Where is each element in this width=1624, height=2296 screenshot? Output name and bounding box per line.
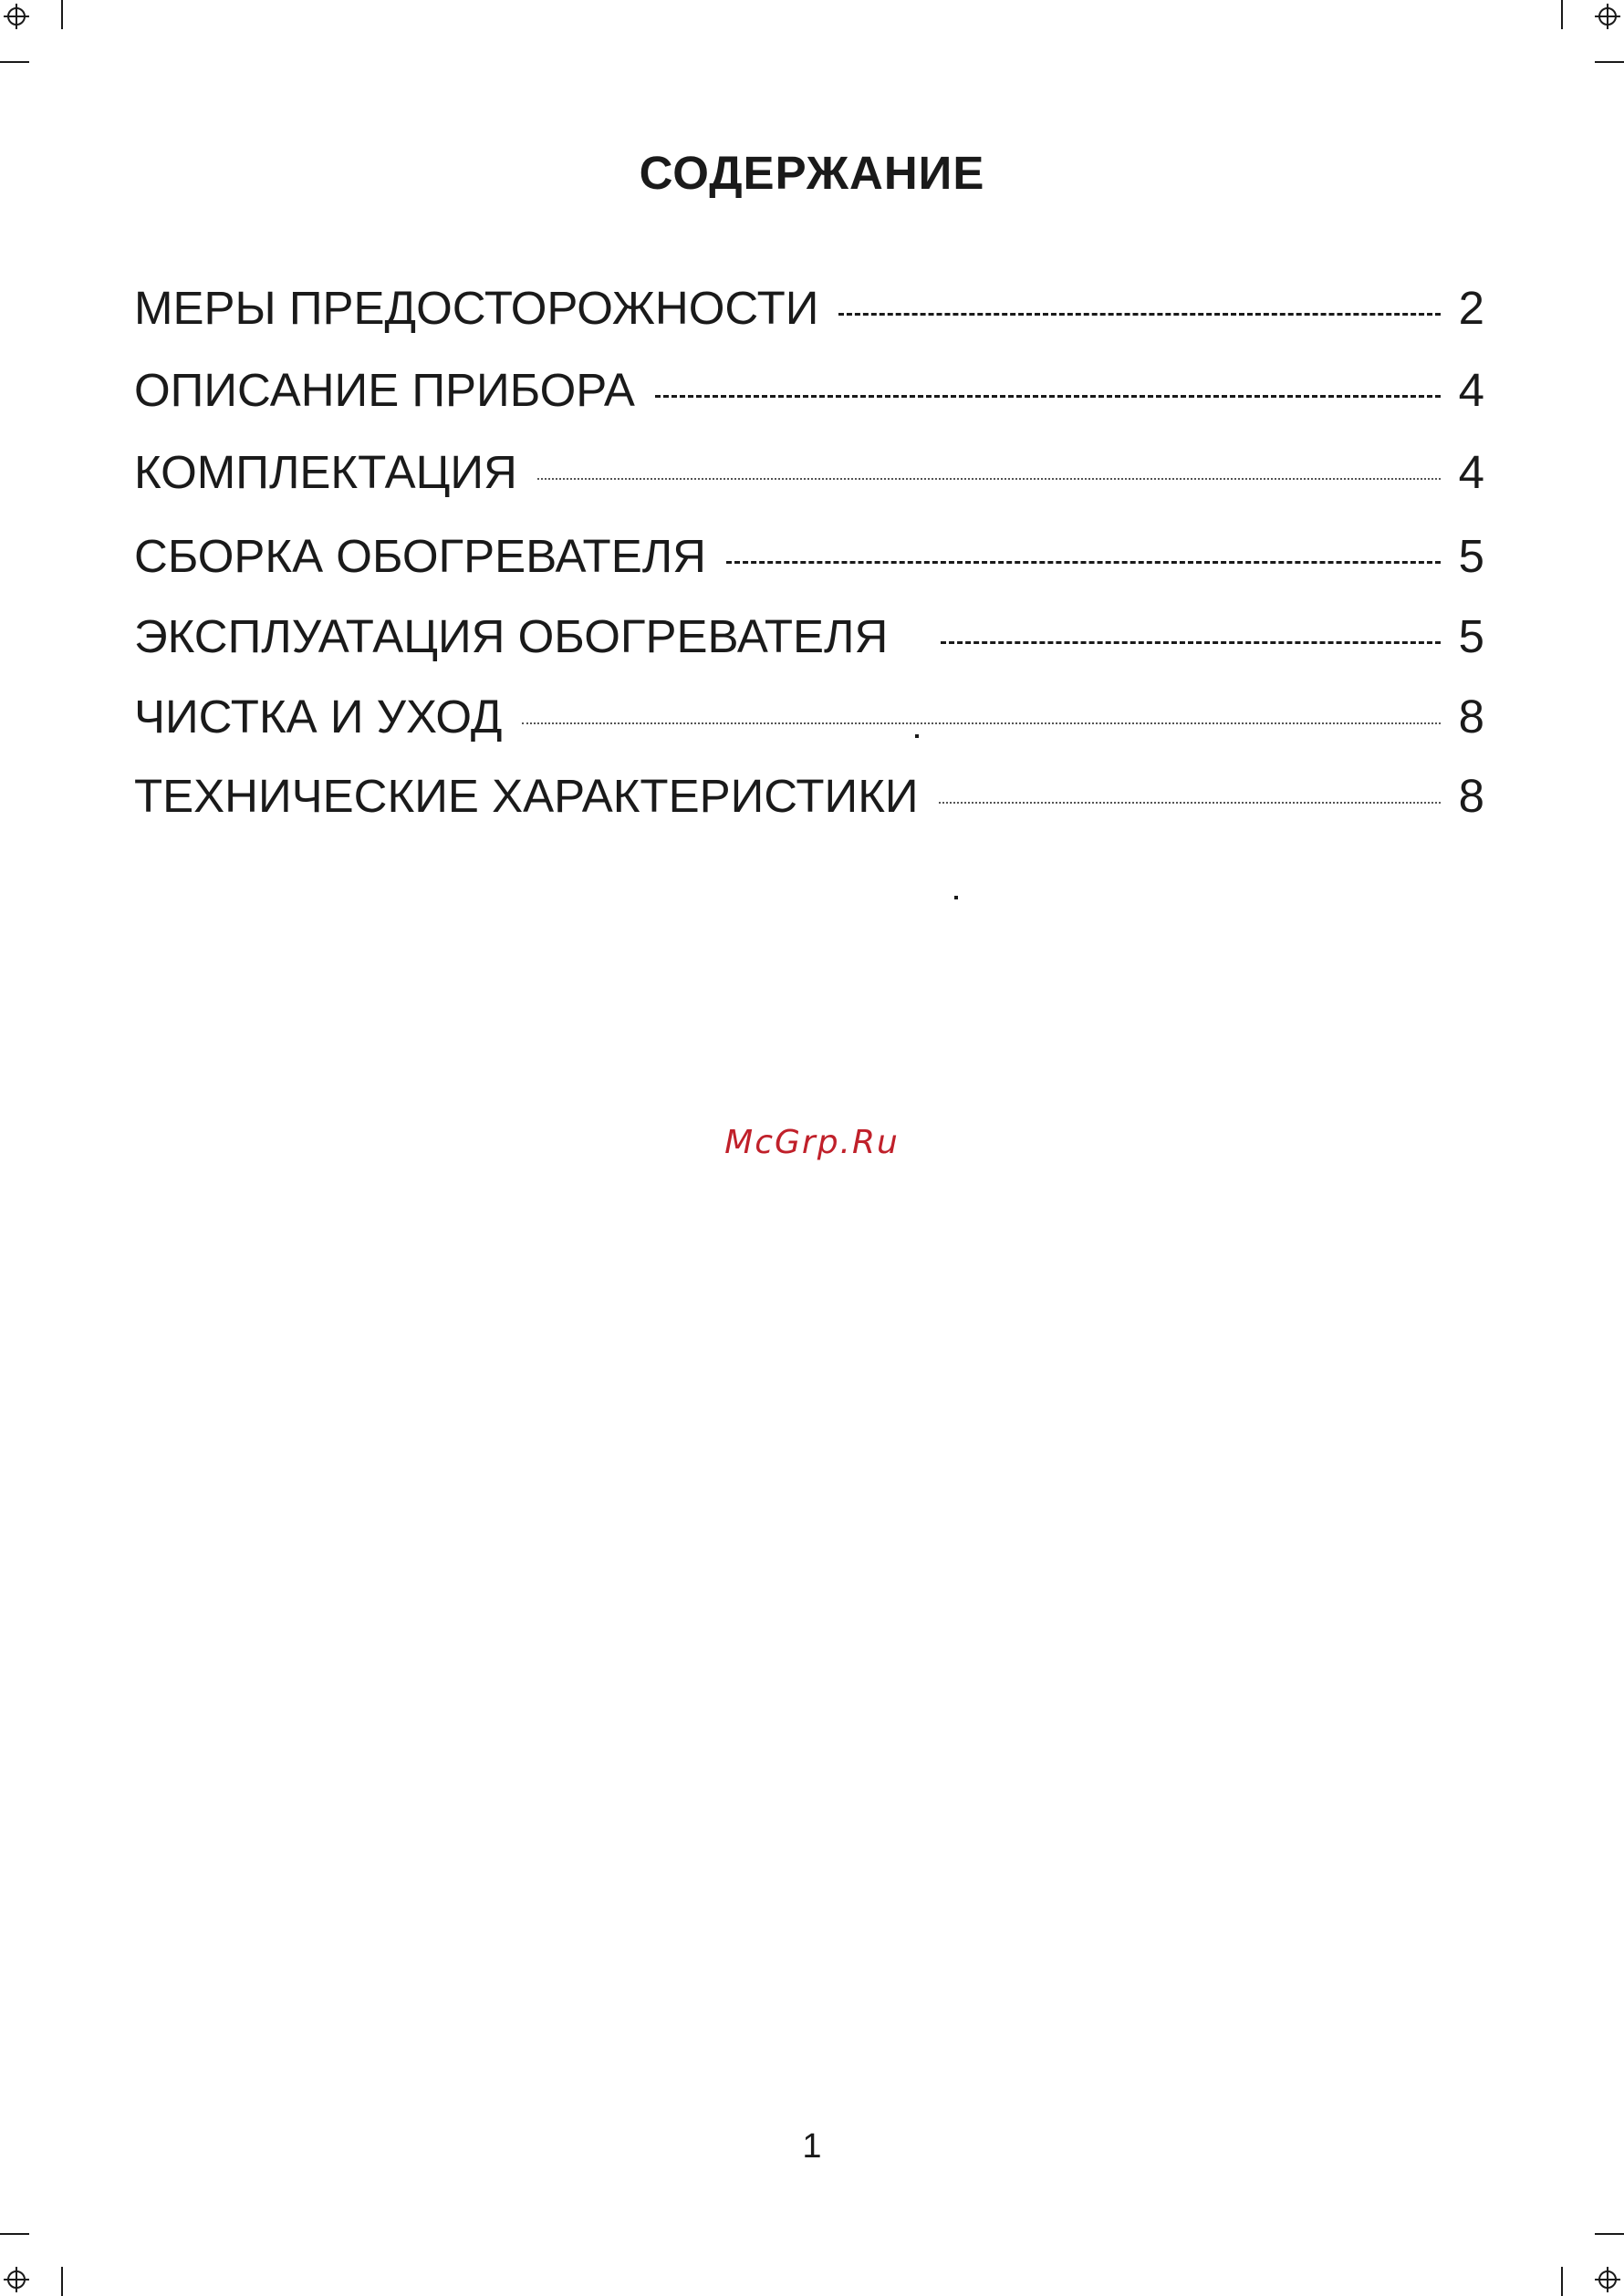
toc-entry-label: ТЕХНИЧЕСКИЕ ХАРАКТЕРИСТИКИ <box>134 770 919 822</box>
registration-crosshair-icon <box>0 2223 73 2296</box>
toc-entry-label: СБОРКА ОБОГРЕВАТЕЛЯ <box>134 530 707 582</box>
toc-leader-dotted <box>939 802 1441 804</box>
toc-entry-page: 2 <box>1458 282 1484 334</box>
toc-entry-label: ОПИСАНИЕ ПРИБОРА <box>134 364 635 416</box>
toc-entry <box>134 760 1484 824</box>
toc-entry-label: МЕРЫ ПРЕДОСТОРОЖНОСТИ <box>134 282 819 334</box>
toc-leader-dashed <box>655 395 1441 398</box>
toc-leader-dotted <box>522 722 1441 724</box>
toc-entry <box>134 520 1484 584</box>
toc-entry-label: КОМПЛЕКТАЦИЯ <box>134 446 517 498</box>
toc-entry <box>134 272 1484 336</box>
page-title: СОДЕРЖАНИЕ <box>639 147 985 199</box>
toc-entry-label: ЭКСПЛУАТАЦИЯ ОБОГРЕВАТЕЛЯ <box>134 610 889 662</box>
crop-mark-bottom-right <box>1551 2223 1624 2296</box>
crop-mark-bottom-left <box>0 2223 73 2296</box>
print-speck <box>954 896 958 899</box>
toc-entry <box>134 436 1484 500</box>
toc-entry-label: ЧИСТКА И УХОД <box>134 691 503 743</box>
toc-entry-page: 8 <box>1458 691 1484 743</box>
toc-entry-page: 4 <box>1458 446 1484 498</box>
crop-mark-top-right <box>1551 0 1624 73</box>
toc-entry-page: 5 <box>1458 610 1484 662</box>
toc-entry <box>134 680 1484 744</box>
toc-entry-page: 5 <box>1458 530 1484 582</box>
page-number: 1 <box>802 2127 822 2166</box>
toc-leader-dashed <box>941 641 1441 644</box>
toc-leader-dotted <box>537 478 1441 480</box>
toc-entry <box>134 600 1484 664</box>
print-speck <box>915 734 919 738</box>
toc-entry-page: 8 <box>1458 770 1484 822</box>
toc-leader-dashed <box>726 561 1441 564</box>
registration-crosshair-icon <box>0 0 73 73</box>
crop-mark-top-left <box>0 0 73 73</box>
registration-crosshair-icon <box>1551 2223 1624 2296</box>
toc-entry-page: 4 <box>1458 364 1484 416</box>
toc-leader-dashed <box>838 313 1441 316</box>
watermark: McGrp.Ru <box>724 1124 900 1161</box>
toc-entry <box>134 354 1484 418</box>
registration-crosshair-icon <box>1551 0 1624 73</box>
